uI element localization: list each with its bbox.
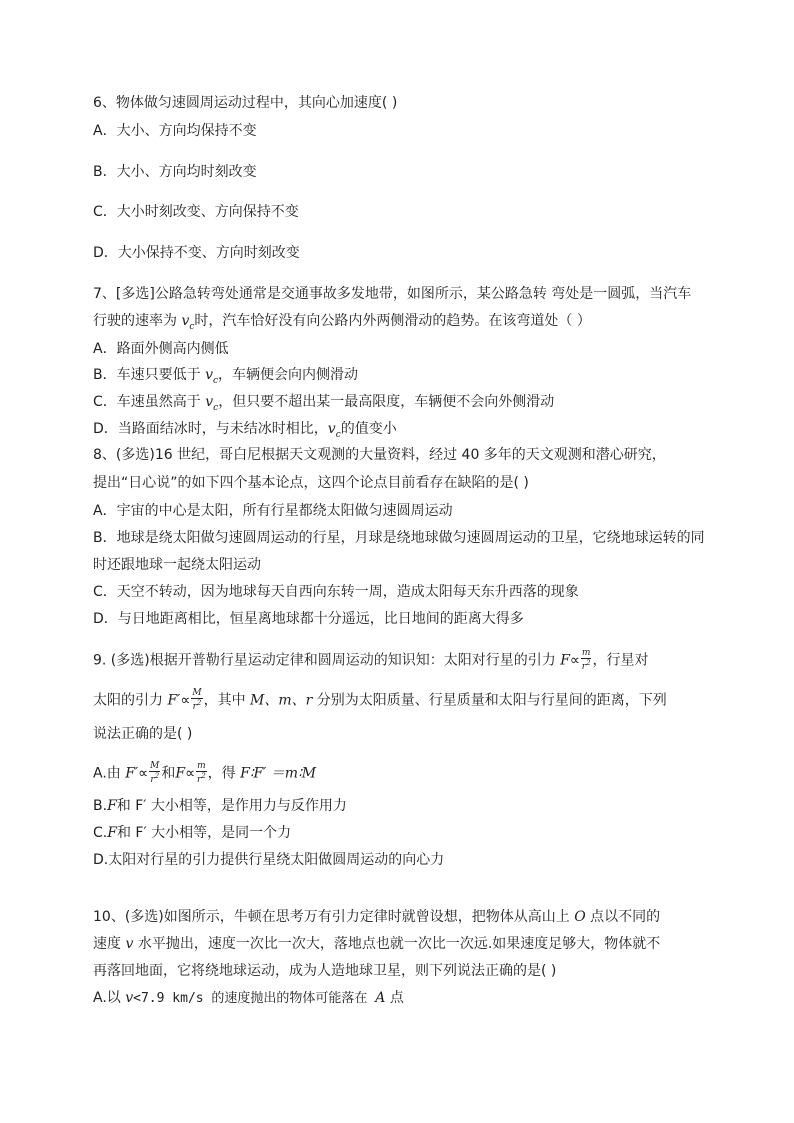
question-7-option-b: B．车速只要低于 $v_c$，车辆便会向内侧滑动	[93, 367, 359, 386]
question-7-stem-line-2: 行驶的速率为 $v_c$时，汽车恰好没有向公路内外两侧滑动的趋势。在该弯道处（ ）	[93, 313, 591, 332]
question-8-option-b-line-2: 时还跟地球一起绕太阳运动	[93, 557, 261, 573]
fraction-M-over-r2: $\frac{M}{r^2}$	[192, 688, 202, 712]
question-8-stem-line-1: 8、(多选)16 世纪，哥白尼根据天文观测的大量资料，经过 40 多年的天文观测和潜心研究，	[93, 447, 666, 463]
question-8-option-d: D．与日地距离相比，恒星离地球都十分遥远，比日地间的距离大得多	[93, 611, 524, 627]
question-8-option-a: A．宇宙的中心是太阳，所有行星都绕太阳做匀速圆周运动	[93, 503, 453, 519]
question-9-stem-line-3: 说法正确的是( )	[93, 726, 193, 742]
question-10-stem-line-2: 速度 v 水平抛出，速度一次比一次大，落地点也就一次比一次远.如果速度足够大，物体就不	[93, 936, 661, 952]
question-6-option-c: C．大小时刻改变、方向保持不变	[93, 204, 299, 220]
question-6-option-a: A．大小、方向均保持不变	[93, 123, 257, 139]
question-9-stem-line-2: 太阳的引力 F′∝ $\frac{M}{r^2}$ ，其中 M、m、r 分别为太阳质量、行星质量和太阳与行星间的距离，下列	[93, 688, 667, 712]
question-7-option-a: A．路面外侧高内侧低	[93, 341, 229, 357]
question-7-option-c: C．车速虽然高于 $v_c$，但只要不超出某一最高限度，车辆便不会向外侧滑动	[93, 394, 555, 413]
question-6-stem: 6、物体做匀速圆周运动过程中，其向心加速度( )	[93, 95, 398, 111]
fraction-m-over-r2: $\frac{m}{r^2}$	[581, 648, 591, 672]
question-10-option-a: A.以 v<7.9 km/s 的速度抛出的物体可能落在 A 点	[93, 990, 404, 1006]
question-8-option-b-line-1: B．地球是绕太阳做匀速圆周运动的行星，月球是绕地球做匀速圆周运动的卫星，它绕地球运转的同	[93, 530, 705, 546]
question-10-stem-line-1: 10、(多选)如图所示，牛顿在思考万有引力定律时就曾设想，把物体从高山上 O 点以不同的	[93, 909, 661, 925]
question-7-stem-line-1: 7、[多选]公路急转弯处通常是交通事故多发地带，如图所示，某公路急转 弯处是一圆弧，当汽车	[93, 286, 692, 302]
question-9-option-c: C.F和 F′ 大小相等，是同一个力	[93, 825, 292, 841]
question-9-option-a: A.由 F′∝ $\frac{M}{r^2}$ 和F∝ $\frac{m}{r^2}$ ，得 F∶F′ ＝m∶M	[93, 761, 317, 785]
question-6-option-b: B．大小、方向均时刻改变	[93, 164, 257, 180]
question-8-stem-line-2: 提出“日心说”的如下四个基本论点，这四个论点目前看存在缺陷的是( )	[93, 475, 529, 491]
question-7-option-d: D．当路面结冰时，与未结冰时相比，$v_c$的值变小	[93, 421, 397, 440]
question-9-option-d: D.太阳对行星的引力提供行星绕太阳做圆周运动的向心力	[93, 852, 445, 868]
question-6-option-d: D．大小保持不变、方向时刻改变	[93, 245, 300, 261]
question-9-option-b: B.F和 F′ 大小相等，是作用力与反作用力	[93, 798, 347, 814]
question-10-stem-line-3: 再落回地面，它将绕地球运动，成为人造地球卫星，则下列说法正确的是( )	[93, 963, 557, 979]
question-9-stem-line-1: 9. (多选)根据开普勒行星运动定律和圆周运动的知识知：太阳对行星的引力 F∝ $\frac{m}{r^2}$ ，行星对	[93, 648, 649, 672]
question-8-option-c: C．天空不转动，因为地球每天自西向东转一周，造成太阳每天东升西落的现象	[93, 584, 579, 600]
